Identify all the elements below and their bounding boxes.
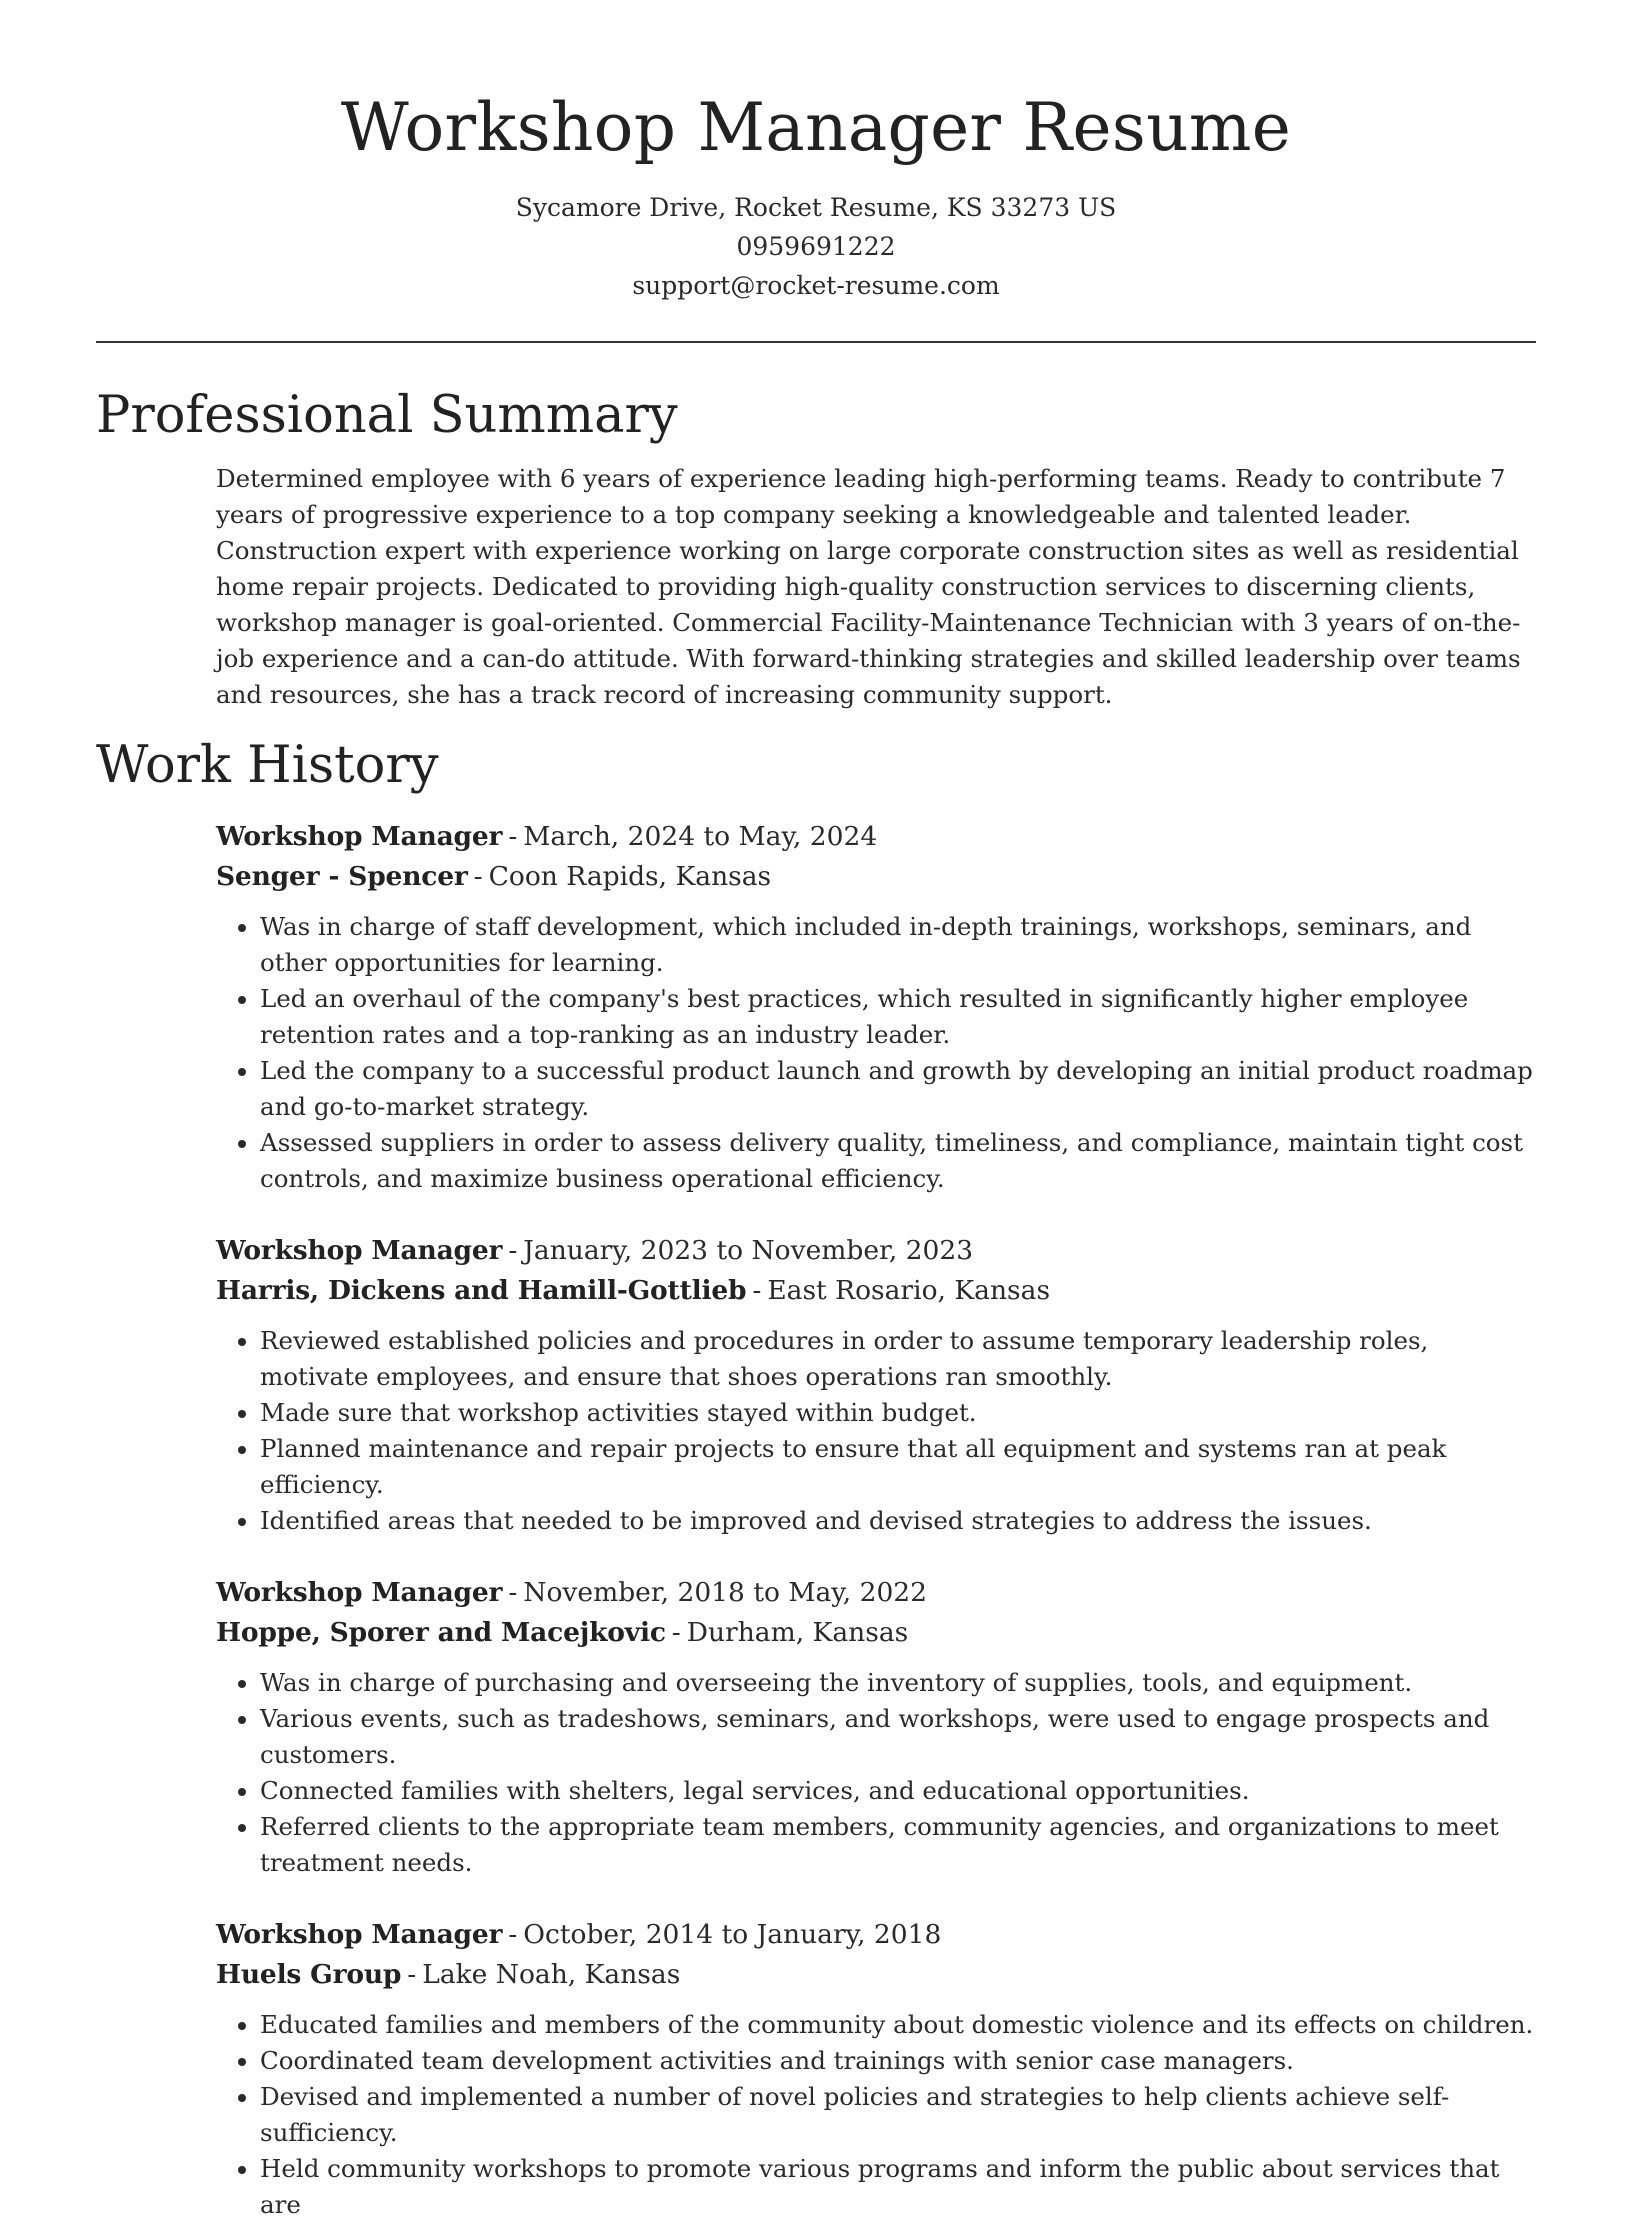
- resume-title: Workshop Manager Resume: [340, 89, 1292, 166]
- job-company: Huels Group: [216, 1959, 402, 1990]
- job-dates: October, 2014 to January, 2018: [523, 1919, 942, 1950]
- job-bullet: • Planned maintenance and repair projects to ensure that all equipment and systems ran at peak efficiency.: [260, 1431, 1541, 1503]
- job-bullet: • Reviewed established policies and procedures in order to assume temporary leadership roles, motivate employees, and ensure that shoes operations ran smoothly.: [260, 1323, 1541, 1395]
- job-title: Workshop Manager: [216, 1919, 503, 1950]
- job-bullets: [216, 1323, 1541, 1539]
- job-title-line: Workshop Manager - March, 2024 to May, 2024: [216, 821, 878, 852]
- job-company: Senger - Spencer: [216, 861, 468, 892]
- job-bullet: • Led an overhaul of the company's best practices, which resulted in significantly higher employee retention rates and a top-ranking as an industry leader.: [260, 981, 1541, 1053]
- job-bullet: • Led the company to a successful product launch and growth by developing an initial product roadmap and go-to-market strategy.: [260, 1053, 1541, 1125]
- job-entry: [216, 1573, 1541, 1881]
- job-bullet: • Connected families with shelters, legal services, and educational opportunities.: [260, 1773, 1541, 1809]
- job-company-line: Hoppe, Sporer and Macejkovic - Durham, Kansas: [216, 1617, 909, 1648]
- job-bullets: [216, 1665, 1541, 1881]
- summary-heading: Professional Summary: [96, 386, 678, 445]
- job-bullet: • Assessed suppliers in order to assess delivery quality, timeliness, and compliance, maintain tight cost controls, and maximize business operational efficiency.: [260, 1125, 1541, 1197]
- job-title-line: Workshop Manager - January, 2023 to November, 2023: [216, 1235, 974, 1266]
- job-bullet: • Made sure that workshop activities stayed within budget.: [260, 1395, 1541, 1431]
- job-bullet: • Devised and implemented a number of novel policies and strategies to help clients achieve self-sufficiency.: [260, 2079, 1541, 2151]
- job-bullet: • Coordinated team development activities and trainings with senior case managers.: [260, 2043, 1541, 2079]
- job-entry: [216, 817, 1541, 1197]
- job-bullet: • Various events, such as tradeshows, seminars, and workshops, were used to engage prospects and customers.: [260, 1701, 1541, 1773]
- job-company: Hoppe, Sporer and Macejkovic: [216, 1617, 666, 1648]
- job-location: Durham, Kansas: [686, 1617, 909, 1648]
- job-bullet: • Was in charge of purchasing and overseeing the inventory of supplies, tools, and equipment.: [260, 1665, 1541, 1701]
- job-title: Workshop Manager: [216, 1235, 503, 1266]
- job-company-line: Senger - Spencer - Coon Rapids, Kansas: [216, 861, 772, 892]
- contact-address: Sycamore Drive, Rocket Resume, KS 33273 US: [515, 193, 1117, 222]
- summary-text: Determined employee with 6 years of experience leading high-performing teams. Ready to contribute 7 years of progressive experience to a top company seeking a knowledgeable and talented leader. Construction expert with experience working on large corporate construction sites as well as residential home repair projects. Dedicated to providing high-quality construction services to discerning clients, workshop manager is goal-oriented. Commercial Facility-Maintenance Technician with 3 years of on-the-job experience and a can-do attitude. With forward-thinking strategies and skilled leadership over teams and resources, she has a track record of increasing community support.: [216, 464, 1521, 709]
- job-bullet: • Referred clients to the appropriate team members, community agencies, and organizations to meet treatment needs.: [260, 1809, 1541, 1881]
- contact-phone: 0959691222: [736, 232, 896, 261]
- header-divider: [96, 341, 1536, 343]
- job-bullet: • Was in charge of staff development, which included in-depth trainings, workshops, seminars, and other opportunities for learning.: [260, 909, 1541, 981]
- resume-page: [96, 0, 1536, 2223]
- job-location: Lake Noah, Kansas: [422, 1959, 681, 1990]
- job-title: Workshop Manager: [216, 1577, 503, 1608]
- job-dates: January, 2023 to November, 2023: [523, 1235, 974, 1266]
- job-company-line: Huels Group - Lake Noah, Kansas: [216, 1959, 681, 1990]
- job-bullet: • Identified areas that needed to be improved and devised strategies to address the issues.: [260, 1503, 1541, 1539]
- job-entry: [216, 1231, 1541, 1539]
- job-title: Workshop Manager: [216, 821, 503, 852]
- job-title-line: Workshop Manager - October, 2014 to January, 2018: [216, 1919, 942, 1950]
- job-company-line: Harris, Dickens and Hamill-Gottlieb - East Rosario, Kansas: [216, 1275, 1051, 1306]
- job-dates: November, 2018 to May, 2022: [523, 1577, 928, 1608]
- job-bullets: [216, 2007, 1541, 2223]
- job-bullet: • Held community workshops to promote various programs and inform the public about services that are: [260, 2151, 1541, 2223]
- contact-email: support@rocket-resume.com: [632, 271, 1000, 300]
- job-bullets: [216, 909, 1541, 1197]
- job-dates: March, 2024 to May, 2024: [523, 821, 878, 852]
- work-history-heading: Work History: [96, 736, 439, 795]
- job-location: East Rosario, Kansas: [767, 1275, 1051, 1306]
- job-location: Coon Rapids, Kansas: [488, 861, 772, 892]
- job-entry: [216, 1915, 1541, 2223]
- contact-block: [96, 188, 1536, 305]
- job-title-line: Workshop Manager - November, 2018 to May, 2022: [216, 1577, 928, 1608]
- job-bullet: • Educated families and members of the community about domestic violence and its effects on children.: [260, 2007, 1541, 2043]
- job-company: Harris, Dickens and Hamill-Gottlieb: [216, 1275, 747, 1306]
- job-list: [216, 817, 1541, 2223]
